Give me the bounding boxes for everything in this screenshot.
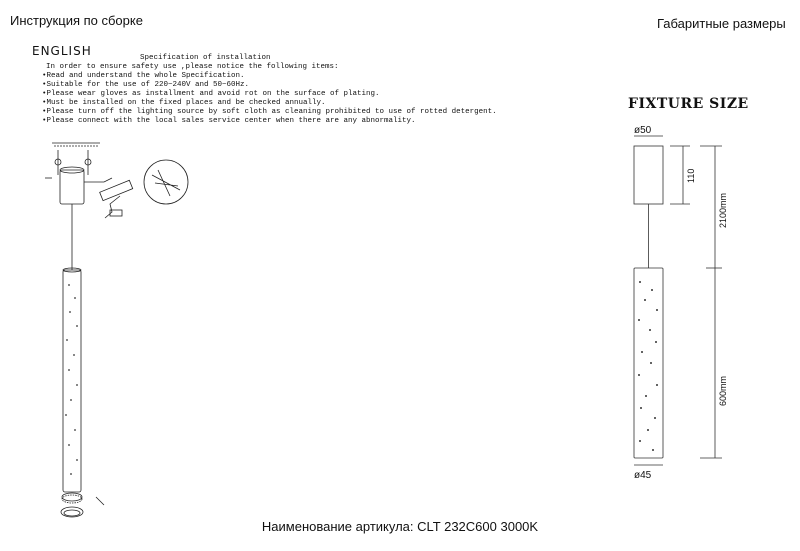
spec-line: •Read and understand the whole Specification. — [42, 72, 245, 80]
canopy-diameter: ø50 — [634, 125, 652, 136]
fixture-size-title: FIXTURE SIZE — [628, 96, 749, 112]
spec-line: •Please connect with the local sales service center when there are any abnormality. — [42, 117, 416, 125]
total-length: 2100mm — [718, 192, 728, 228]
spec-heading: Specification of installation — [140, 54, 271, 62]
tube-length: 600mm — [718, 375, 728, 406]
canopy-height: 110 — [686, 168, 696, 183]
spec-line: •Please wear gloves as installment and avoid rot on the surface of plating. — [42, 90, 380, 98]
spec-line: •Suitable for the use of 220~240V and 50~60Hz. — [42, 81, 250, 89]
tube-diameter: ø45 — [634, 470, 652, 481]
spec-line: •Please turn off the lighting source by soft cloth as cleaning prohibited to use of rotted detergent. — [42, 108, 497, 116]
spec-line: In order to ensure safety use ,please notice the following items: — [46, 63, 339, 71]
article-name: Наименование артикула: CLT 232C600 3000K — [261, 519, 539, 534]
left-title: Инструкция по сборке — [10, 13, 143, 28]
right-title: Габаритные размеры — [657, 16, 786, 31]
spec-line: •Must be installed on the fixed places and be checked annually. — [42, 99, 326, 107]
language-label: ENGLISH — [32, 44, 92, 58]
